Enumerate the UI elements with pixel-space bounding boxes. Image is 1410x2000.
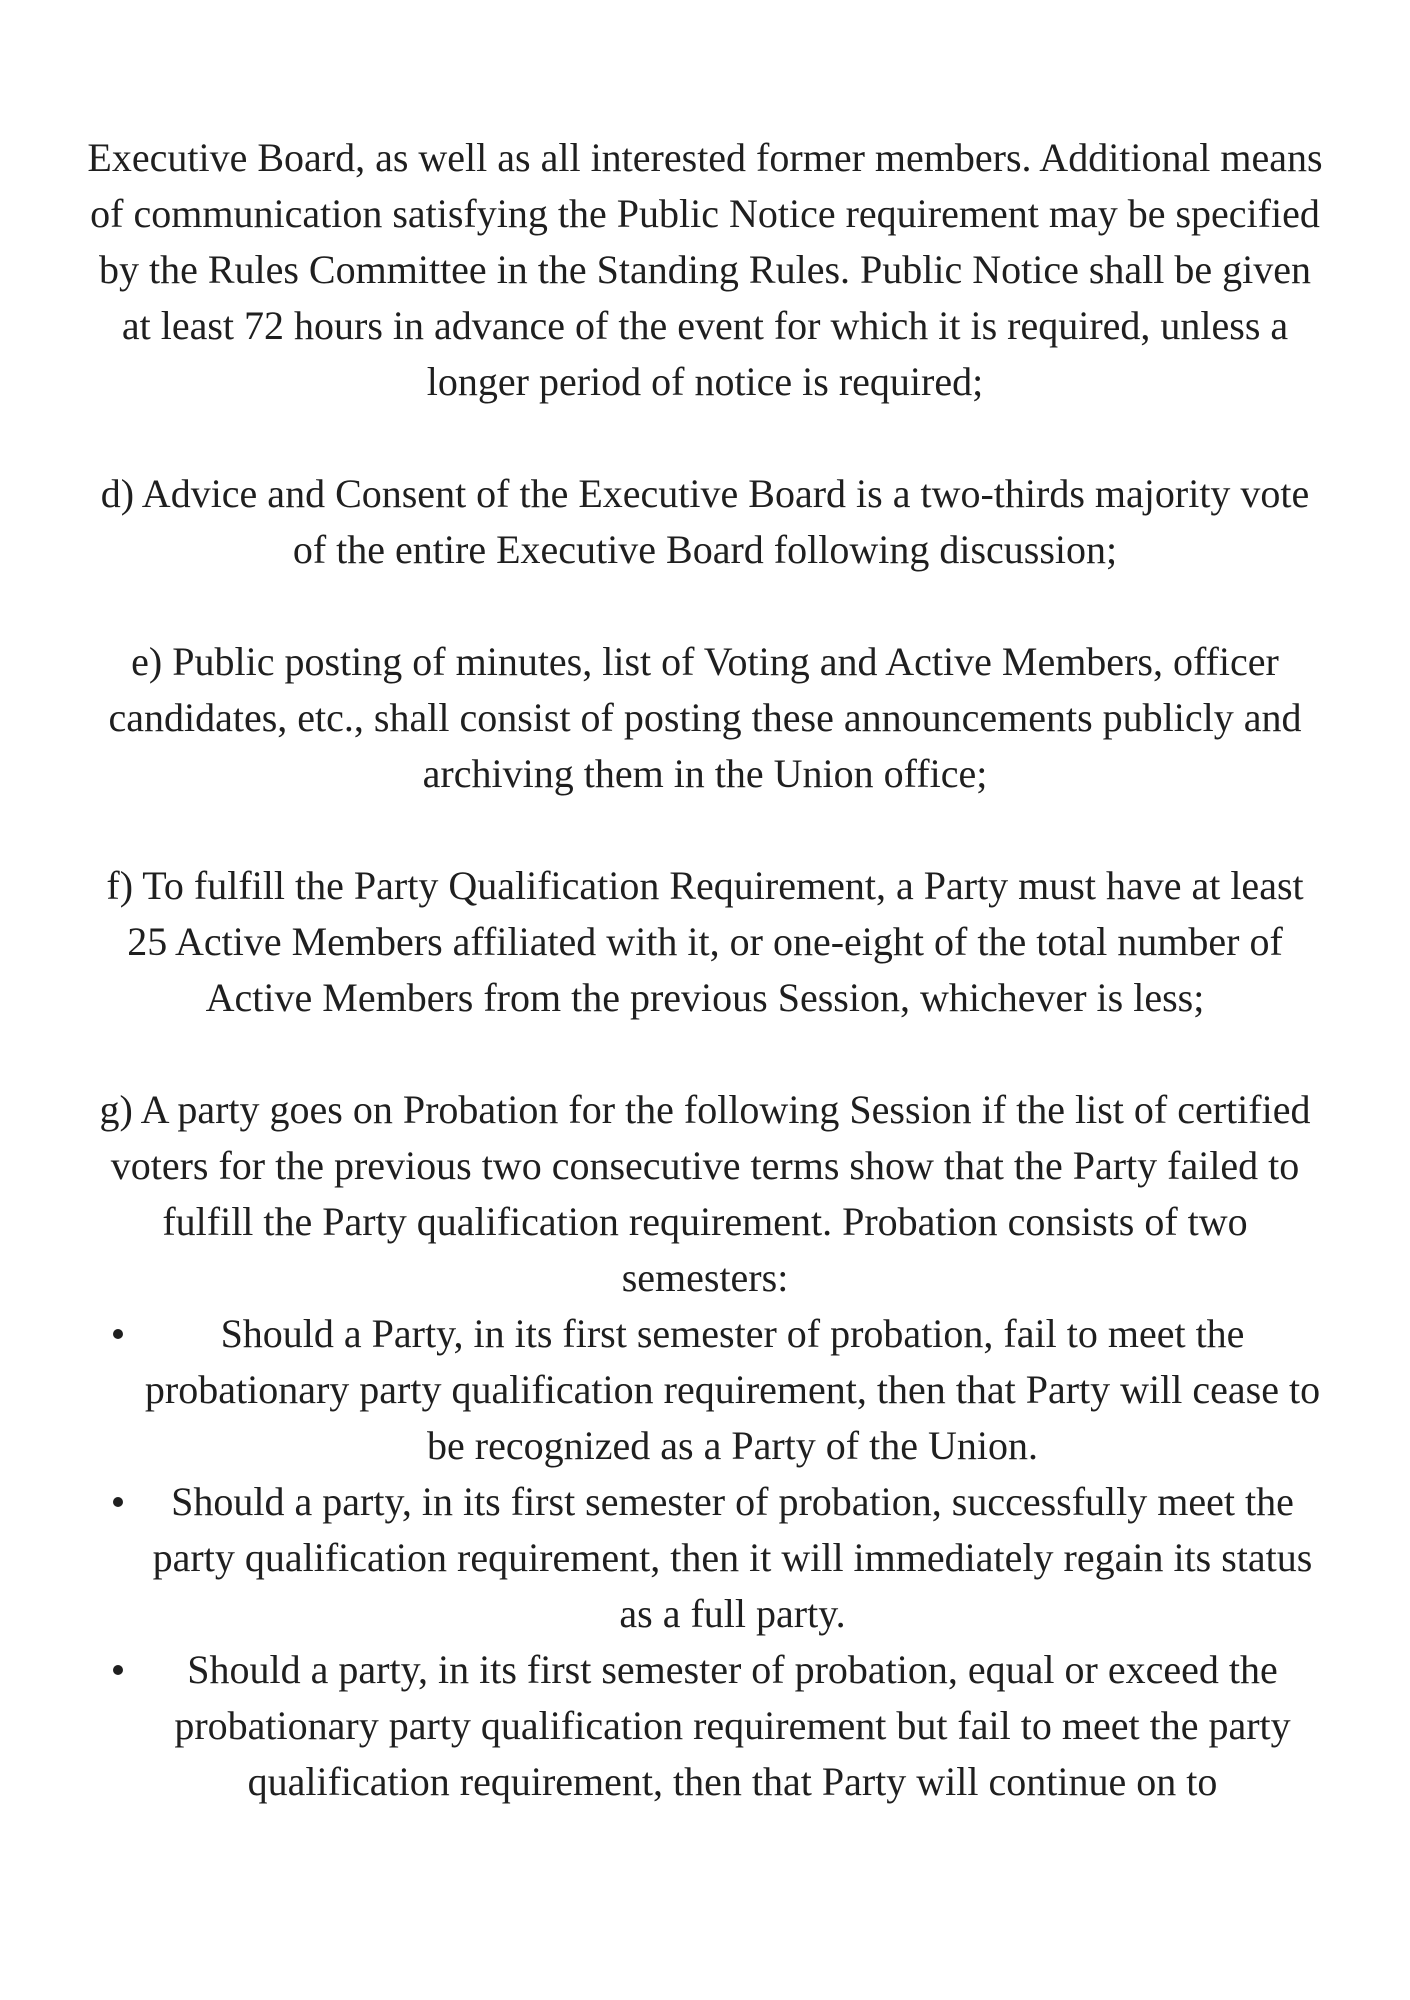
paragraph-c-continued: Executive Board, as well as all interested former members. Additional means of communication satisfying the Public Notice requirement may be specified by the Rules Committee in the Standing Rules. Public Notice shall be given at least 72 hours in advance of the event for which it is required, unless a longer period of notice is required; [87, 135, 1323, 404]
paragraph-spacer [85, 578, 1325, 634]
paragraph-e: e) Public posting of minutes, list of Voting and Active Members, officer candidates, etc., shall consist of posting these announcements publicly and archiving them in the Union office; [108, 639, 1302, 796]
paragraph-g: g) A party goes on Probation for the following Session if the list of certified voters for the previous two consecutive terms show that the Party failed to fulfill the Party qualification requirement. Probation consists of two semesters: [99, 1087, 1311, 1300]
paragraph-d: d) Advice and Consent of the Executive Board is a two-thirds majority vote of the entire Executive Board following discussion; [100, 471, 1310, 572]
paragraph-spacer [85, 802, 1325, 858]
list-item [85, 1474, 1325, 1642]
paragraph-f: f) To fulfill the Party Qualification Requirement, a Party must have at least 25 Active Members affiliated with it, or one-eight of the total number of Active Members from the previous Session, whichever is less; [106, 863, 1304, 1020]
bullet-icon [113, 1329, 123, 1339]
paragraph-spacer [85, 410, 1325, 466]
probation-bullet-list [85, 1306, 1325, 1810]
document-page [85, 130, 1325, 1810]
bullet-icon [113, 1665, 123, 1675]
paragraph-spacer [85, 1026, 1325, 1082]
bullet-icon [113, 1497, 123, 1507]
list-item-text: Should a party, in its first semester of probation, successfully meet the party qualification requirement, then it will immediately regain its status as a full party. [152, 1479, 1313, 1636]
list-item-text: Should a party, in its first semester of probation, equal or exceed the probationary party qualification requirement but fail to meet the party qualification requirement, then that Party will continue on to [174, 1647, 1291, 1804]
list-item [85, 1306, 1325, 1474]
list-item-text: Should a Party, in its first semester of probation, fail to meet the probationary party qualification requirement, then that Party will cease to be recognized as a Party of the Union. [144, 1311, 1321, 1468]
list-item [85, 1642, 1325, 1810]
